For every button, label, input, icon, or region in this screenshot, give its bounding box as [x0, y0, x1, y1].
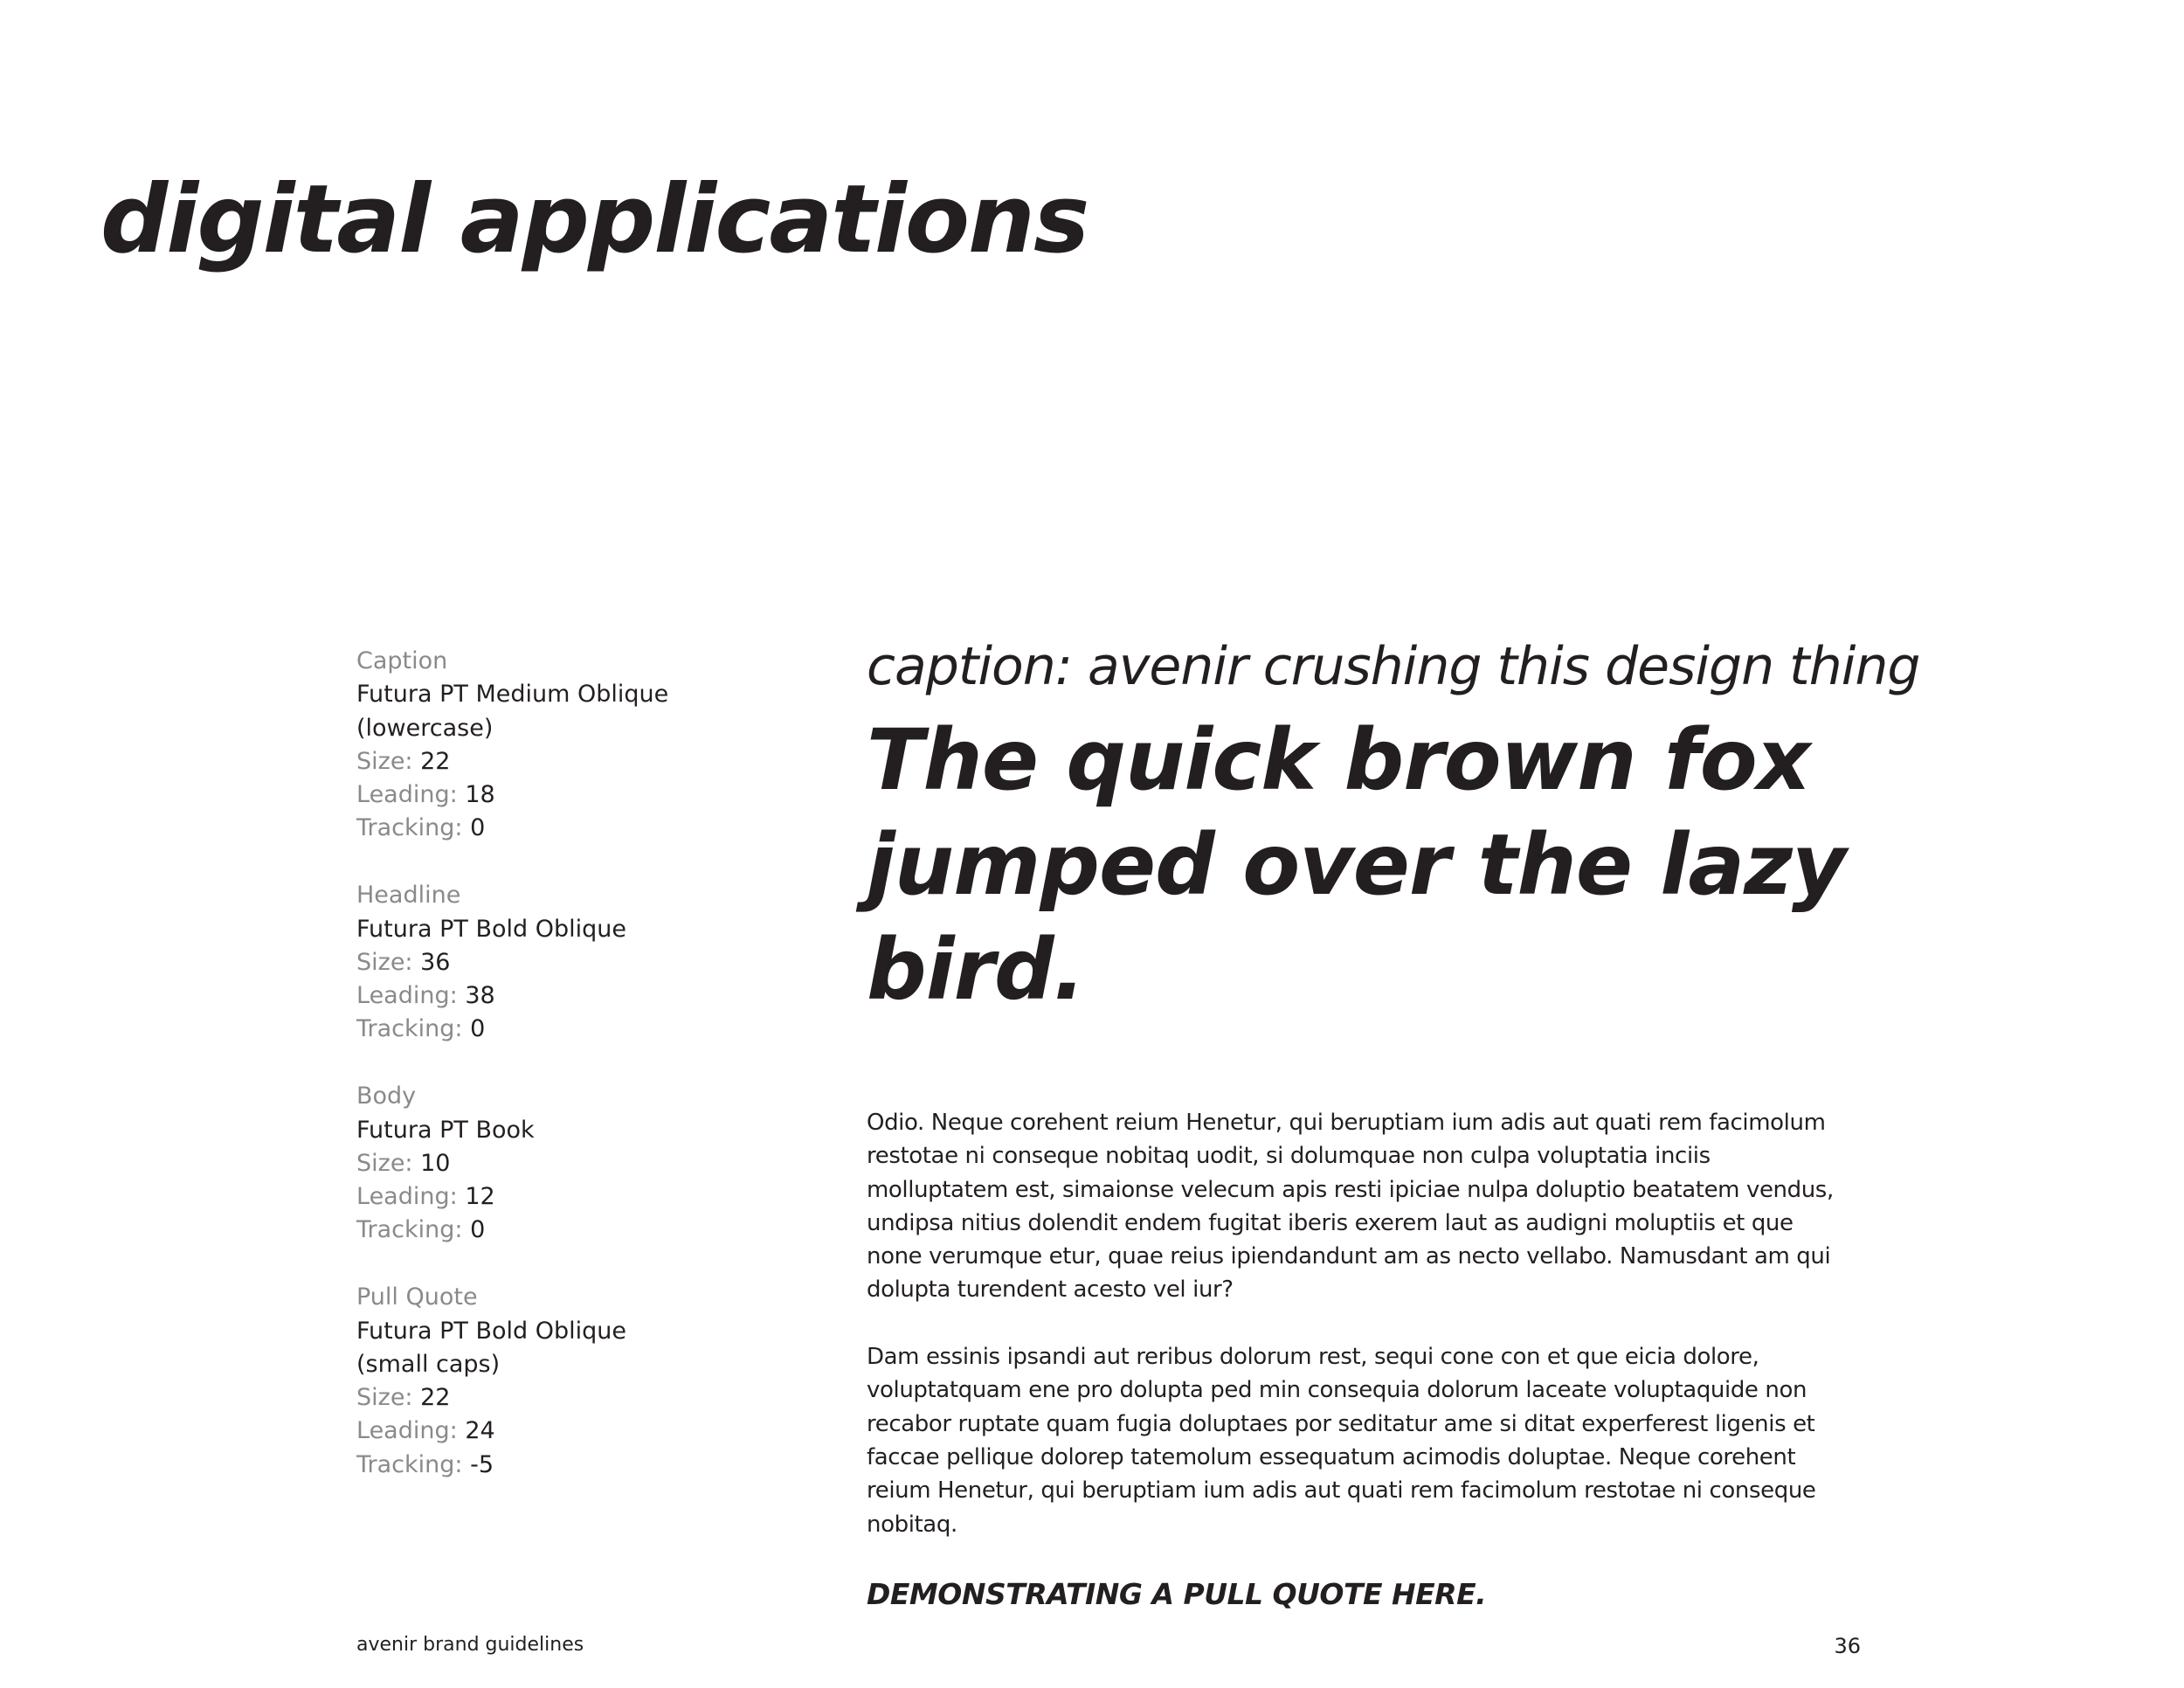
spec-tracking-label: Tracking:: [356, 1015, 463, 1043]
spec-leading: [356, 778, 811, 812]
spec-pull-quote: [356, 1281, 811, 1482]
sample-body: [867, 1106, 1854, 1541]
spec-tracking: [356, 1214, 811, 1247]
spec-tracking: [356, 1013, 811, 1046]
spec-font-note: (lowercase): [356, 714, 494, 742]
spec-size-value: 36: [420, 948, 451, 976]
spec-size-label: Size:: [356, 747, 413, 775]
body-paragraph: Dam essinis ipsandi aut reribus dolorum rest, sequi cone con et que eicia dolore, voluptatquam ene pro dolupta ped min consequia dolorum laceate voluptaquide non recabor ruptate quam fugia doluptaes por seditatur ame si ditat experferest ligenis et faccae pellique dolorep tatemolum essequatum acimodis doluptae. Neque corehent reium Henetur, qui beruptiam ium adis aut quati rem facimolum restotae ni conseque nobitaq.: [867, 1344, 1816, 1538]
footer-document-title: avenir brand guidelines: [356, 1634, 584, 1656]
spec-leading-label: Leading:: [356, 1183, 458, 1211]
spec-size: [356, 1147, 811, 1180]
body-paragraph: Odio. Neque corehent reium Henetur, qui beruptiam ium adis aut quati rem facimolum restotae ni conseque nobitaq uodit, si dolumquae non culpa voluptatia inciis molluptatem est, simaionse velecum apis resti ipiciae nulpa doluptio beatatem vendus, undipsa nitius dolendit endem fugitat iberis exerem laut as audigni moluptiis et que none verumque etur, quae reius ipiendandunt am as necto vellabo. Namusdant am qui dolupta turendent acesto vel iur?: [867, 1110, 1834, 1304]
spec-font-name: Futura PT Book: [356, 1116, 535, 1144]
page-title: digital applications: [100, 165, 1089, 274]
pull-quote: DEMONSTRATING A PULL QUOTE HERE.: [867, 1577, 1487, 1611]
spec-caption: [356, 645, 811, 846]
spec-leading: [356, 1415, 811, 1448]
spec-heading: Headline: [356, 882, 461, 910]
spec-headline: [356, 879, 811, 1046]
spec-leading-label: Leading:: [356, 1417, 458, 1445]
spec-font-name: Futura PT Bold Oblique: [356, 915, 626, 943]
spec-font-name: Futura PT Medium Oblique: [356, 681, 669, 709]
spec-tracking-label: Tracking:: [356, 1450, 463, 1478]
page-number: 36: [1834, 1634, 1861, 1658]
sample-caption: caption: avenir crushing this design thing: [867, 636, 1920, 697]
spec-tracking-label: Tracking:: [356, 814, 463, 842]
spec-tracking: [356, 1449, 811, 1482]
spec-size: [356, 946, 811, 979]
spec-tracking-value: 0: [470, 814, 486, 842]
spec-leading-value: 12: [465, 1183, 495, 1211]
spec-size-label: Size:: [356, 1149, 413, 1177]
spec-leading-label: Leading:: [356, 982, 458, 1010]
spec-tracking: [356, 812, 811, 845]
spec-leading-value: 38: [465, 982, 495, 1010]
spec-leading: [356, 979, 811, 1013]
spec-size: [356, 745, 811, 778]
spec-size-value: 10: [420, 1149, 451, 1177]
spec-tracking-label: Tracking:: [356, 1216, 463, 1244]
type-sample: [867, 627, 1920, 1574]
spec-leading-value: 24: [465, 1417, 495, 1445]
spec-leading: [356, 1180, 811, 1214]
spec-tracking-value: 0: [470, 1015, 486, 1043]
spec-size-value: 22: [420, 1384, 451, 1412]
spec-heading: Caption: [356, 647, 448, 675]
spec-leading-value: 18: [465, 781, 495, 809]
spec-tracking-value: 0: [470, 1216, 486, 1244]
spec-body: [356, 1080, 811, 1247]
sample-headline: The quick brown fox jumped over the lazy bird.: [867, 711, 1846, 1019]
spec-size: [356, 1381, 811, 1415]
spec-heading: Body: [356, 1083, 417, 1110]
spec-font-name: Futura PT Bold Oblique: [356, 1317, 626, 1345]
spec-leading-label: Leading:: [356, 781, 458, 809]
type-spec-list: [356, 645, 811, 1516]
spec-size-label: Size:: [356, 1384, 413, 1412]
spec-size-value: 22: [420, 747, 451, 775]
spec-heading: Pull Quote: [356, 1283, 478, 1311]
spec-font-note: (small caps): [356, 1350, 501, 1378]
spec-size-label: Size:: [356, 948, 413, 976]
spec-tracking-value: -5: [470, 1450, 494, 1478]
